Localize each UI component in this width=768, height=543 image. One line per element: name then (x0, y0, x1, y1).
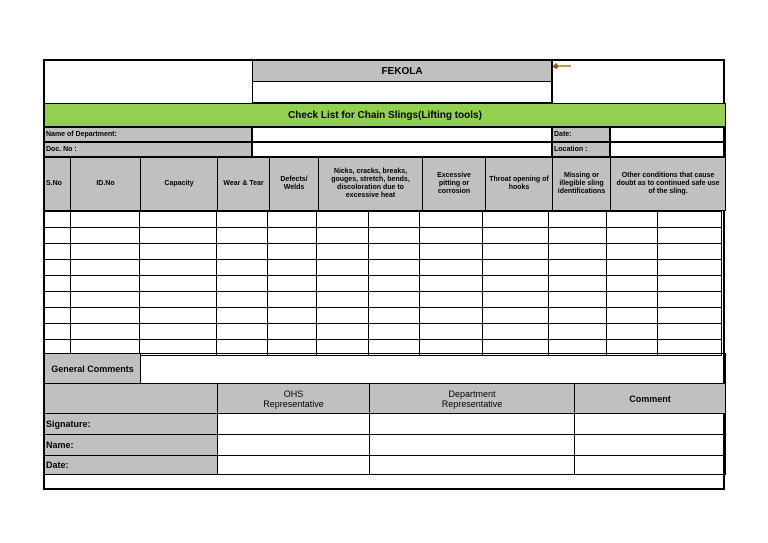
table-cell[interactable] (368, 228, 420, 244)
table-cell[interactable] (606, 212, 658, 228)
table-cell[interactable] (549, 324, 607, 340)
table-cell[interactable] (216, 292, 268, 308)
table-cell[interactable] (316, 324, 368, 340)
signoff-corner (44, 383, 218, 414)
table-cell[interactable] (45, 212, 71, 228)
table-cell[interactable] (606, 260, 658, 276)
table-cell[interactable] (549, 308, 607, 324)
table-cell[interactable] (140, 308, 216, 324)
table-cell[interactable] (216, 308, 268, 324)
table-row (45, 244, 722, 260)
table-cell[interactable] (268, 308, 317, 324)
table-cell[interactable] (482, 228, 549, 244)
table-cell[interactable] (70, 308, 139, 324)
signoff-date-label: Date: (44, 455, 218, 475)
table-cell[interactable] (45, 292, 71, 308)
col-id: ID.No (70, 157, 141, 211)
col-sno: S.No (44, 157, 71, 211)
table-cell[interactable] (658, 260, 722, 276)
table-cell[interactable] (368, 276, 420, 292)
table-cell[interactable] (658, 244, 722, 260)
table-cell[interactable] (268, 292, 317, 308)
table-row (45, 308, 722, 324)
table-cell[interactable] (549, 276, 607, 292)
table-cell[interactable] (606, 308, 658, 324)
table-cell[interactable] (606, 292, 658, 308)
col-nicks: Nicks, cracks, breaks, gouges, stretch, bends, discoloration due to excessive heat (318, 157, 423, 211)
location-label: Location : (552, 142, 610, 157)
table-cell[interactable] (658, 276, 722, 292)
table-cell[interactable] (658, 292, 722, 308)
table-cell[interactable] (606, 324, 658, 340)
table-cell[interactable] (45, 228, 71, 244)
table-cell[interactable] (216, 260, 268, 276)
department-signature-field[interactable] (369, 413, 575, 435)
table-cell[interactable] (420, 228, 483, 244)
table-cell[interactable] (482, 292, 549, 308)
table-cell[interactable] (606, 228, 658, 244)
table-cell[interactable] (482, 260, 549, 276)
table-cell[interactable] (216, 212, 268, 228)
table-cell[interactable] (368, 292, 420, 308)
table-cell[interactable] (549, 244, 607, 260)
table-cell[interactable] (658, 324, 722, 340)
col-missing: Missing or illegible sling identifications (552, 157, 611, 211)
table-cell[interactable] (482, 308, 549, 324)
general-comments-label: General Comments (44, 353, 141, 384)
doc-no-field[interactable] (252, 142, 552, 157)
table-cell[interactable] (368, 308, 420, 324)
department-date-field[interactable] (369, 455, 575, 475)
table-cell[interactable] (140, 292, 216, 308)
table-row (45, 228, 722, 244)
table-cell[interactable] (140, 228, 216, 244)
table-cell[interactable] (482, 212, 549, 228)
table-cell[interactable] (216, 244, 268, 260)
company-name: FEKOLA (252, 60, 552, 82)
department-name-field[interactable] (369, 434, 575, 456)
comment-header: Comment (574, 383, 726, 414)
table-cell[interactable] (268, 324, 317, 340)
col-capacity: Capacity (140, 157, 218, 211)
col-wear: Wear & Tear (217, 157, 270, 211)
table-cell[interactable] (268, 212, 317, 228)
header-blank-cell (252, 81, 552, 103)
department-representative-header: Department Representative (369, 383, 575, 414)
table-cell[interactable] (658, 212, 722, 228)
table-cell[interactable] (482, 244, 549, 260)
table-cell[interactable] (140, 212, 216, 228)
checklist-grid (44, 211, 722, 356)
table-cell[interactable] (549, 292, 607, 308)
department-label: Name of Department: (44, 127, 252, 142)
table-cell[interactable] (70, 260, 139, 276)
table-cell[interactable] (268, 244, 317, 260)
table-cell[interactable] (216, 324, 268, 340)
col-defects: Defects/ Welds (269, 157, 319, 211)
checklist-form (43, 59, 725, 490)
department-field[interactable] (252, 127, 552, 142)
table-row (45, 324, 722, 340)
table-cell[interactable] (420, 260, 483, 276)
comment-name-field[interactable] (574, 434, 726, 456)
date-field[interactable] (610, 127, 726, 142)
table-cell[interactable] (316, 292, 368, 308)
table-cell[interactable] (316, 212, 368, 228)
table-cell[interactable] (70, 212, 139, 228)
signature-label: Signature: (44, 413, 218, 435)
table-cell[interactable] (482, 324, 549, 340)
table-cell[interactable] (45, 276, 71, 292)
table-cell[interactable] (45, 324, 71, 340)
table-cell[interactable] (420, 324, 483, 340)
col-other: Other conditions that cause doubt as to continued safe use of the sling. (610, 157, 726, 211)
table-cell[interactable] (482, 276, 549, 292)
table-cell[interactable] (268, 228, 317, 244)
table-cell[interactable] (316, 260, 368, 276)
table-cell[interactable] (70, 276, 139, 292)
table-cell[interactable] (606, 276, 658, 292)
table-cell[interactable] (549, 212, 607, 228)
col-throat: Throat opening of hooks (485, 157, 553, 211)
table-cell[interactable] (420, 292, 483, 308)
table-cell[interactable] (70, 324, 139, 340)
table-cell[interactable] (549, 260, 607, 276)
table-cell[interactable] (368, 212, 420, 228)
checklist-title: Check List for Chain Slings(Lifting tools) (44, 103, 726, 127)
table-row (45, 212, 722, 228)
table-cell[interactable] (420, 276, 483, 292)
name-label: Name: (44, 434, 218, 456)
general-comments-field[interactable] (140, 353, 726, 384)
table-cell[interactable] (140, 244, 216, 260)
table-cell[interactable] (368, 260, 420, 276)
table-cell[interactable] (420, 212, 483, 228)
ohs-date-field[interactable] (217, 455, 370, 475)
table-row (45, 292, 722, 308)
table-cell[interactable] (216, 276, 268, 292)
ohs-name-field[interactable] (217, 434, 370, 456)
table-cell[interactable] (606, 244, 658, 260)
table-cell[interactable] (658, 308, 722, 324)
ohs-signature-field[interactable] (217, 413, 370, 435)
table-cell[interactable] (70, 292, 139, 308)
ohs-representative-header: OHS Representative (217, 383, 370, 414)
table-cell[interactable] (140, 276, 216, 292)
table-cell[interactable] (316, 244, 368, 260)
table-cell[interactable] (45, 308, 71, 324)
table-cell[interactable] (216, 228, 268, 244)
doc-no-label: Doc. No : (44, 142, 252, 157)
table-cell[interactable] (420, 244, 483, 260)
table-cell[interactable] (316, 228, 368, 244)
col-pitting: Excessive pitting or corrosion (422, 157, 486, 211)
table-cell[interactable] (658, 228, 722, 244)
table-row (45, 276, 722, 292)
table-cell[interactable] (549, 228, 607, 244)
table-cell[interactable] (268, 260, 317, 276)
table-row (45, 260, 722, 276)
location-field[interactable] (610, 142, 726, 157)
table-cell[interactable] (70, 228, 139, 244)
table-cell[interactable] (140, 260, 216, 276)
table-cell[interactable] (45, 260, 71, 276)
table-cell[interactable] (140, 324, 216, 340)
comment-date-field[interactable] (574, 455, 726, 475)
date-label: Date: (552, 127, 610, 142)
table-cell[interactable] (316, 276, 368, 292)
table-cell[interactable] (368, 244, 420, 260)
table-cell[interactable] (368, 324, 420, 340)
comment-signature-field[interactable] (574, 413, 726, 435)
table-cell[interactable] (420, 308, 483, 324)
table-cell[interactable] (268, 276, 317, 292)
table-cell[interactable] (45, 244, 71, 260)
table-cell[interactable] (316, 308, 368, 324)
table-cell[interactable] (70, 244, 139, 260)
